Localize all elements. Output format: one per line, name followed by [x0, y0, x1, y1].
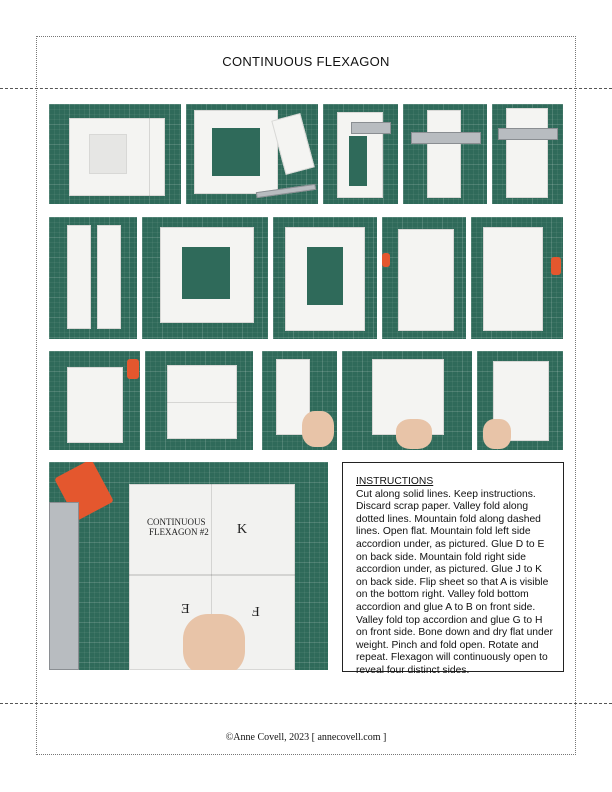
flexagon-letter-e: E [181, 602, 190, 617]
step-photo-7 [142, 217, 268, 339]
step-photo-12 [145, 351, 253, 450]
finished-flexagon-photo [49, 462, 328, 670]
step-photo-2 [186, 104, 318, 204]
step-photo-14 [342, 351, 472, 450]
step-photo-4 [403, 104, 487, 204]
step-photo-10 [471, 217, 563, 339]
step-photo-6 [49, 217, 137, 339]
instructions-heading: INSTRUCTIONS [356, 476, 434, 487]
step-photo-1 [49, 104, 181, 204]
flexagon-label-line2: FLEXAGON #2 [149, 527, 209, 537]
instructions-box [342, 462, 564, 676]
flexagon-label-line1: CONTINUOUS [147, 517, 206, 527]
flexagon-letter-k: K [237, 522, 248, 537]
step-photo-9 [382, 217, 466, 339]
step-photo-3 [323, 104, 398, 204]
step-photo-8 [273, 217, 377, 339]
step-photo-11 [49, 351, 140, 450]
instructions-text: Cut along solid lines. Keep instructions. Discard scrap paper. Valley fold along dotted lines. Mountain fold along dashed lines. Open flat. Mountain fold left side accordion under, as pictured. Glue D to E on back side. Mountain fold right side accordion under, as pictured. Glue J to K on back side. Flip sheet so that A is visible on the bottom right. Valley fold bottom accordion and glue A to B on front side. Valley fold top accordion and glue G to H on front side. Bone down and dry flat under weight. Pinch and fold open. Rotate and repeat. Flexagon will continuously open to reveal four distinct sides. [356, 488, 553, 676]
step-photo-5 [492, 104, 563, 204]
flexagon-letter-f: F [252, 603, 260, 618]
page-title: CONTINUOUS FLEXAGON [222, 54, 390, 69]
copyright-footer: ©Anne Covell, 2023 [ annecovell.com ] [225, 732, 387, 743]
step-photo-13 [262, 351, 337, 450]
step-photo-15 [477, 351, 563, 450]
fold-line-bottom [0, 703, 612, 704]
fold-line-top [0, 88, 612, 89]
